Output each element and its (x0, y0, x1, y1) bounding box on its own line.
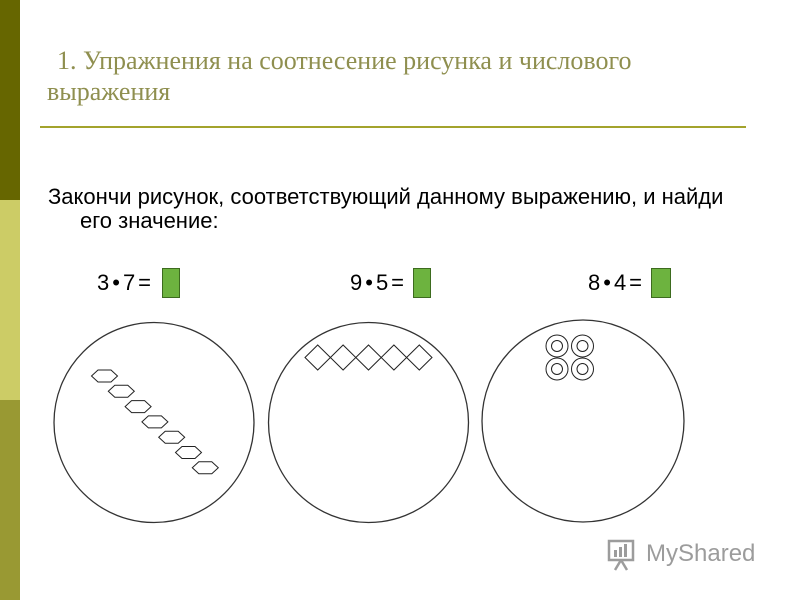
exercise-2-marks (305, 345, 432, 370)
diamond-mark (330, 345, 355, 370)
diamond-mark (407, 345, 432, 370)
hexagon-mark (176, 447, 202, 459)
hexagon-mark (192, 462, 218, 474)
double-circle-inner (552, 364, 563, 375)
sidebar-band-top (0, 0, 20, 200)
double-circle-inner (552, 341, 563, 352)
icon-stand-leg (615, 560, 621, 570)
exercise-3-marks (546, 335, 594, 380)
icon-bar (619, 547, 622, 557)
slide-title-line-2: выражения (47, 77, 171, 106)
double-circle-outer (546, 335, 568, 357)
exercise-3-expression: 8•4= (588, 270, 646, 295)
watermark-text: MyShared (646, 540, 756, 567)
diamond-mark (305, 345, 330, 370)
exercise-1-drawing (54, 323, 254, 523)
double-circle-mark (572, 335, 594, 357)
presentation-screen-icon (606, 536, 640, 572)
icon-stand-leg (621, 560, 627, 570)
watermark-logo (606, 536, 766, 572)
hexagon-mark (142, 416, 168, 428)
exercise-1-expression: 3•7= (97, 270, 155, 295)
icon-bar (624, 544, 627, 557)
title-divider (40, 126, 746, 128)
double-circle-outer (546, 358, 568, 380)
drawing-circle-3 (482, 320, 684, 522)
exercise-3-drawing (482, 320, 684, 522)
exercise-2-drawing (269, 323, 469, 523)
diamond-mark (381, 345, 406, 370)
sidebar-band-middle (0, 200, 20, 400)
exercise-3-answer-box (651, 268, 671, 298)
exercise-1-answer-box (162, 268, 180, 298)
hexagon-mark (125, 401, 151, 413)
diamond-mark (356, 345, 381, 370)
drawing-circle-2 (269, 323, 469, 523)
exercise-2-answer-box (413, 268, 431, 298)
double-circle-inner (577, 364, 588, 375)
double-circle-mark (572, 358, 594, 380)
sidebar-band-bottom (0, 400, 20, 600)
drawing-circle-1 (54, 323, 254, 523)
hexagon-mark (159, 431, 185, 443)
hexagon-mark (108, 385, 134, 397)
instruction-line-2: его значение: (80, 208, 219, 233)
double-circle-mark (546, 358, 568, 380)
double-circle-inner (577, 341, 588, 352)
double-circle-outer (572, 335, 594, 357)
icon-bar (614, 550, 617, 557)
exercise-2-expression: 9•5= (350, 270, 408, 295)
hexagon-mark (92, 370, 118, 382)
exercise-1-marks (92, 370, 219, 474)
double-circle-outer (572, 358, 594, 380)
slide-title-line-1: 1. Упражнения на соотнесение рисунка и числового (57, 46, 632, 75)
instruction-line-1: Закончи рисунок, соответствующий данному выражению, и найди (48, 184, 724, 209)
double-circle-mark (546, 335, 568, 357)
